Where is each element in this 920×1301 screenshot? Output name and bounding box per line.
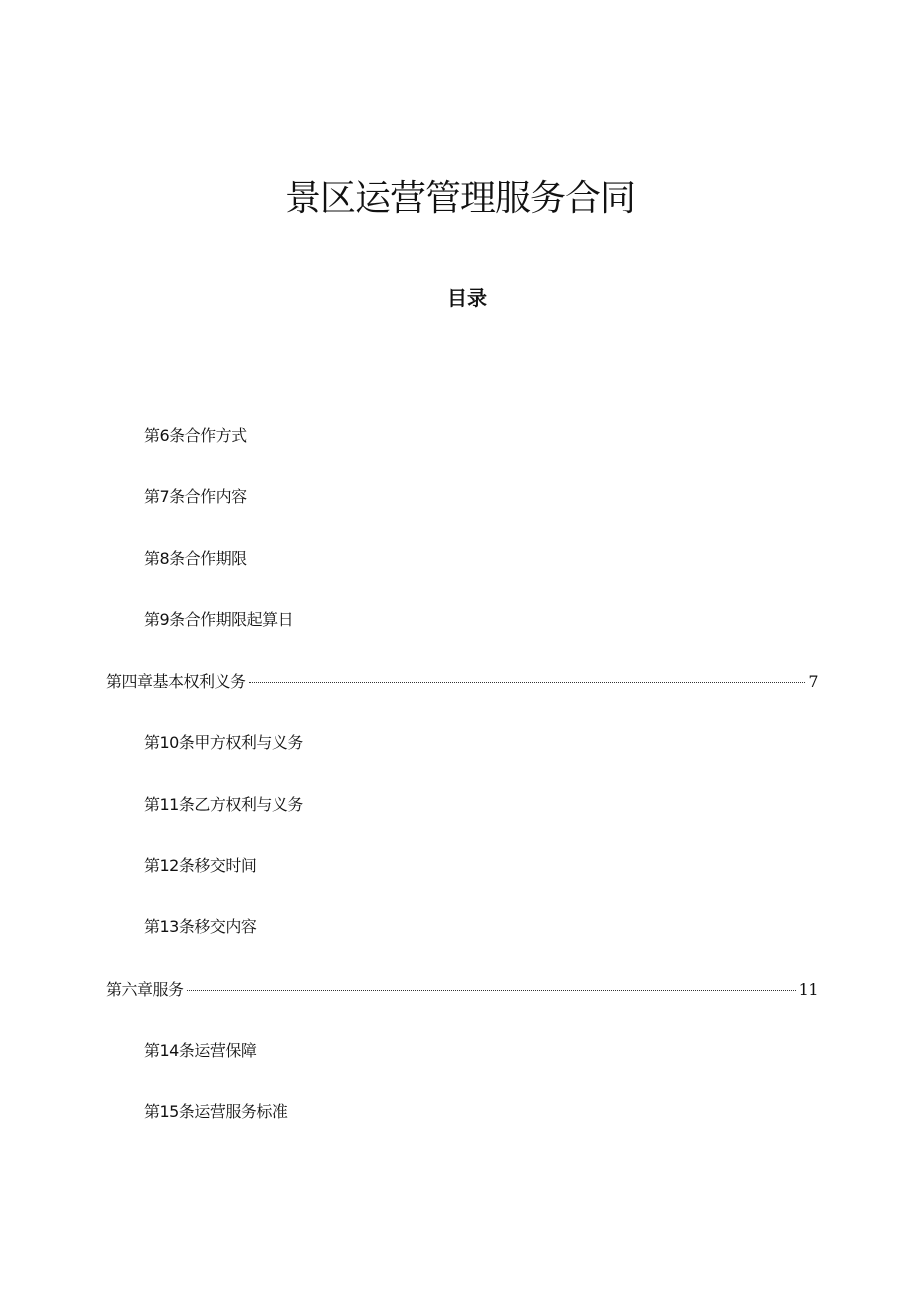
- toc-chapter-entry[interactable]: [106, 670, 818, 694]
- toc-entry-label: 第14条运营保障: [144, 1041, 257, 1060]
- toc-entry[interactable]: [144, 424, 247, 448]
- toc-heading: 目录: [447, 286, 487, 310]
- dot-leader: [249, 681, 806, 683]
- toc-chapter-entry[interactable]: [106, 978, 818, 1002]
- toc-entry[interactable]: [144, 854, 256, 878]
- toc-entry-label: 第6条合作方式: [144, 426, 247, 445]
- toc-entry-label: 第六章服务: [106, 980, 184, 999]
- toc-entry-label: 第12条移交时间: [144, 856, 257, 875]
- toc-entry-label: 第四章基本权利义务: [106, 672, 246, 691]
- toc-entry[interactable]: [144, 1100, 287, 1124]
- toc-entry-label: 第15条运营服务标准: [144, 1102, 288, 1121]
- toc-entry[interactable]: [144, 547, 247, 571]
- toc-entry[interactable]: [144, 793, 303, 817]
- toc-entry[interactable]: [144, 608, 293, 632]
- toc-entry[interactable]: [144, 731, 303, 755]
- toc-entry-label: 第11条乙方权利与义务: [144, 795, 303, 814]
- document-title: 景区运营管理服务合同: [284, 178, 635, 219]
- toc-entry-label: 第13条移交内容: [144, 917, 257, 936]
- toc-entry[interactable]: [144, 485, 247, 509]
- toc-entry[interactable]: [144, 1039, 256, 1063]
- toc-entry-label: 第7条合作内容: [144, 487, 247, 506]
- toc-entry[interactable]: [144, 915, 256, 939]
- toc-page-number: 11: [798, 980, 818, 999]
- toc-page-number: 7: [808, 672, 818, 691]
- toc-entry-label: 第10条甲方权利与义务: [144, 733, 303, 752]
- toc-entry-label: 第9条合作期限起算日: [144, 610, 294, 629]
- dot-leader: [187, 989, 796, 991]
- toc-entry-label: 第8条合作期限: [144, 549, 247, 568]
